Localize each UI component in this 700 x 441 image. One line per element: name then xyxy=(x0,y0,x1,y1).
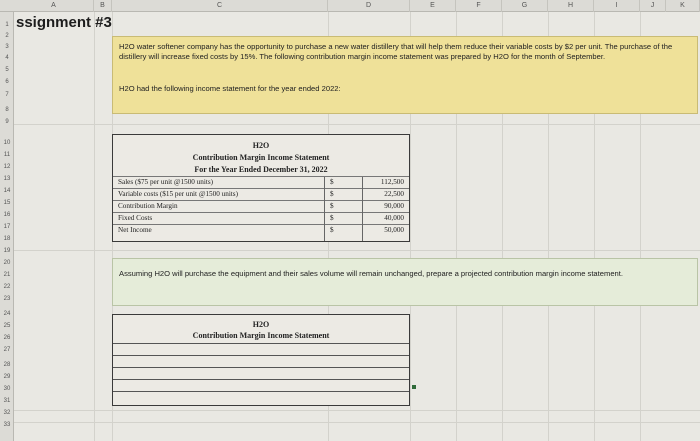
table-rule xyxy=(113,343,409,344)
statement-period: For the Year Ended December 31, 2022 xyxy=(194,165,328,174)
row-header-18[interactable]: 18 xyxy=(3,236,11,242)
selection-fill-handle[interactable] xyxy=(412,385,416,389)
row-header-14[interactable]: 14 xyxy=(3,188,11,194)
row-header-28[interactable]: 28 xyxy=(3,362,11,368)
gridline xyxy=(94,12,95,441)
row-header-17[interactable]: 17 xyxy=(3,224,11,230)
row-header-6[interactable]: 6 xyxy=(5,79,9,85)
row-currency: $ xyxy=(330,226,334,234)
gridline xyxy=(14,124,700,125)
gridline xyxy=(14,410,700,411)
table-column-rule xyxy=(324,177,325,241)
row-header-26[interactable]: 26 xyxy=(3,335,11,341)
row-header-27[interactable]: 27 xyxy=(3,347,11,353)
column-header-c[interactable]: C xyxy=(112,0,328,12)
statement-company: H2O xyxy=(252,141,270,150)
row-header-25[interactable]: 25 xyxy=(3,323,11,329)
column-header-b[interactable]: B xyxy=(94,0,112,12)
row-header-9[interactable]: 9 xyxy=(5,119,9,125)
table-row[interactable] xyxy=(113,177,409,188)
sheet-title[interactable]: ssignment #3 xyxy=(16,14,112,31)
row-value: 50,000 xyxy=(384,226,404,234)
row-header-30[interactable]: 30 xyxy=(3,386,11,392)
row-value: 112,500 xyxy=(380,178,404,186)
row-header-10[interactable]: 10 xyxy=(3,140,11,146)
question-box[interactable] xyxy=(112,258,698,306)
column-header-f[interactable]: F xyxy=(456,0,502,12)
row-header-5[interactable]: 5 xyxy=(5,67,9,73)
question-text: Assuming H2O will purchase the equipment and their sales volume will remain unchanged, prepare a projected contribution margin income statement. xyxy=(119,269,623,278)
row-header-11[interactable]: 11 xyxy=(3,152,11,158)
row-header-31[interactable]: 31 xyxy=(3,398,11,404)
projected-company: H2O xyxy=(252,320,270,329)
column-header-bar xyxy=(0,0,700,12)
column-header-h[interactable]: H xyxy=(548,0,594,12)
row-header-29[interactable]: 29 xyxy=(3,374,11,380)
column-header-d[interactable]: D xyxy=(328,0,410,12)
column-header-e[interactable]: E xyxy=(410,0,456,12)
row-header-1[interactable]: 1 xyxy=(5,22,9,28)
row-value: 22,500 xyxy=(384,190,404,198)
table-row[interactable] xyxy=(113,189,409,200)
row-label: Variable costs ($15 per unit @1500 units) xyxy=(118,190,238,198)
row-header-19[interactable]: 19 xyxy=(3,248,11,254)
table-row[interactable] xyxy=(113,213,409,224)
row-header-23[interactable]: 23 xyxy=(3,296,11,302)
row-header-7[interactable]: 7 xyxy=(5,92,9,98)
row-label: Net Income xyxy=(118,226,152,234)
table-column-rule xyxy=(362,177,363,241)
row-header-22[interactable]: 22 xyxy=(3,284,11,290)
row-label: Fixed Costs xyxy=(118,214,153,222)
table-rule xyxy=(113,379,409,380)
row-currency: $ xyxy=(330,190,334,198)
row-currency: $ xyxy=(330,178,334,186)
table-rule xyxy=(113,391,409,392)
row-value: 40,000 xyxy=(384,214,404,222)
projected-statement-table[interactable] xyxy=(112,314,410,406)
row-header-bar xyxy=(0,12,14,441)
column-header-g[interactable]: G xyxy=(502,0,548,12)
column-header-i[interactable]: I xyxy=(594,0,640,12)
column-header-a[interactable]: A xyxy=(14,0,94,12)
row-header-13[interactable]: 13 xyxy=(3,176,11,182)
row-label: Contribution Margin xyxy=(118,202,178,210)
projected-title: Contribution Margin Income Statement xyxy=(192,331,330,340)
row-header-4[interactable]: 4 xyxy=(5,55,9,61)
column-header-k[interactable]: K xyxy=(666,0,700,12)
gridline xyxy=(14,250,700,251)
row-currency: $ xyxy=(330,202,334,210)
row-header-8[interactable]: 8 xyxy=(5,107,9,113)
row-header-12[interactable]: 12 xyxy=(3,164,11,170)
row-header-2[interactable]: 2 xyxy=(5,33,9,39)
row-header-32[interactable]: 32 xyxy=(3,410,11,416)
row-header-24[interactable]: 24 xyxy=(3,311,11,317)
statement-title: Contribution Margin Income Statement xyxy=(192,153,330,162)
table-rule xyxy=(113,355,409,356)
instructions-box[interactable] xyxy=(112,36,698,114)
row-header-15[interactable]: 15 xyxy=(3,200,11,206)
income-statement-table[interactable] xyxy=(112,134,410,242)
row-label: Sales ($75 per unit @1500 units) xyxy=(118,178,214,186)
gridline xyxy=(14,422,700,423)
row-header-21[interactable]: 21 xyxy=(3,272,11,278)
column-header-j[interactable]: J xyxy=(640,0,666,12)
table-rule xyxy=(113,367,409,368)
table-row[interactable] xyxy=(113,225,409,236)
row-header-20[interactable]: 20 xyxy=(3,260,11,266)
row-currency: $ xyxy=(330,214,334,222)
instructions-text: H2O water softener company has the opportunity to purchase a new water distillery that will help them reduce their variable costs by $2 per unit. The purchase of the distillery will increase fixed costs by 15%. The following contribution margin income statement was prepared by H2O for the month of September. xyxy=(119,42,673,61)
table-row[interactable] xyxy=(113,201,409,212)
row-header-16[interactable]: 16 xyxy=(3,212,11,218)
row-header-33[interactable]: 33 xyxy=(3,422,11,428)
instructions-prompt: H2O had the following income statement for the year ended 2022: xyxy=(119,84,341,93)
row-value: 90,000 xyxy=(384,202,404,210)
row-header-3[interactable]: 3 xyxy=(5,44,9,50)
